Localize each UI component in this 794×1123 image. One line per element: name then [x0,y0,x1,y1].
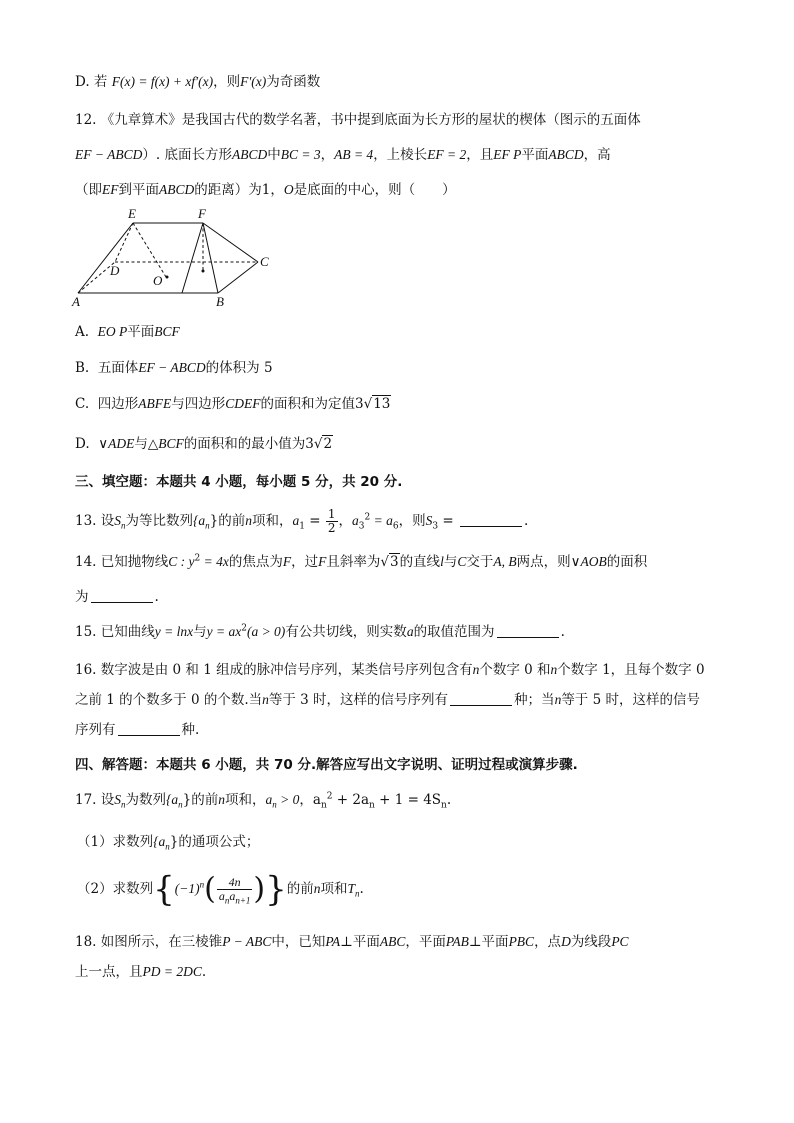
text: . [524,513,529,529]
text: 的距离）为1， [194,182,284,198]
math-expr: = [438,513,459,529]
text: 与 [134,436,148,452]
text: ，则 [398,513,426,529]
math-expr: 3 [389,554,399,570]
math-expr: 3 [305,436,314,452]
math-expr: O [283,182,294,197]
text: 的取值范围为 [413,624,495,640]
math-sup: 2 [241,623,247,634]
text: ⊥平面 [468,934,509,950]
math-sup: 2 [364,512,371,523]
math-expr: a [292,513,300,528]
text: 14. 已知抛物线 [75,554,169,570]
text: ⊥平面 [340,934,380,950]
text: ）. 底面长方形 [142,147,232,163]
text: 种；当 [514,692,555,708]
text: ， [299,792,313,808]
math-expr: △BCF [147,436,184,451]
math-expr: (−1) [174,881,200,896]
math-expr: S [425,513,433,528]
math-expr: 3 [354,396,364,412]
math-sub: n [369,800,375,811]
math-sup: 2 [194,553,201,564]
text: 项和， [225,792,266,808]
q16-line-3 [75,720,199,740]
text: 等于 3 时，这样的信号序列有 [268,692,449,708]
text: （2）求数列 [77,881,154,897]
math-expr: CDEF [225,396,261,411]
math-sub: n [320,800,327,811]
text: ，则 [213,74,241,90]
math-expr: AB = 4 [334,147,374,162]
text: 与 [443,554,458,570]
math-sub: n [355,888,360,899]
math-expr: n [218,792,226,807]
text: 的前 [191,792,219,808]
q14-line-1: 14. 已知抛物线C : $y^2 = 4x$的焦点为F，过F且斜率为√3的直线l与C交于A, B两点，则∨AOB的面积 [75,553,648,570]
math-expr: BC = 3 [280,147,321,162]
math-sub: 6 [392,521,399,532]
math-expr: F [318,554,327,569]
text: 上一点，且 [75,964,143,980]
text: ， [320,147,335,163]
text: ，平面 [405,934,446,950]
text: 有公共切线，则实数 [285,624,407,640]
math-expr: ABC [379,934,406,949]
q12-line-2 [75,145,611,165]
left-paren: ( [204,871,216,907]
math-expr: {a [166,792,179,807]
math-expr: PA [325,934,341,949]
section-heading-fill-blank: 三、填空题：本题共 4 小题，每小题 5 分，共 20 分. [75,474,403,490]
right-brace: } [265,869,287,910]
math-expr: EO P [97,324,128,339]
text: 四边形 [97,396,139,412]
option-label: D. 若 [75,74,108,90]
option-label: D. [75,436,90,452]
text: 与四边形 [171,396,226,412]
text: 交于 [466,554,494,570]
q15 [75,622,565,642]
math-expr: n [550,662,558,677]
edge-ae [78,223,133,293]
point-foot [202,270,205,273]
text: 且斜率为 [326,554,381,570]
text: 的通项公式； [178,834,260,850]
numerator: 1 [327,507,336,521]
text: ，上棱长 [373,147,428,163]
math-expr: EF − ABCD [75,147,143,162]
label-b: B [216,294,224,309]
label-e: E [128,206,136,221]
text: 的面积 [606,554,648,570]
q12-option-c: C. 四边形ABFE与四边形CDEF的面积和为定值3√13 [75,396,391,412]
label-o: O [153,273,163,288]
math-expr: n [262,692,269,707]
text: 13. 设 [75,513,115,529]
math-expr: = a [370,513,393,528]
fraction-term [217,875,253,906]
text: 的前 [218,513,246,529]
math-expr: PD = 2DC [142,964,202,979]
math-expr: ABFE [138,396,172,411]
math-expr: P − ABC [222,934,272,949]
text: 中 [267,147,281,163]
q14-line-2 [75,587,159,607]
text: 平面 [521,147,549,163]
option-label: B. [75,360,90,376]
text: 为线段 [570,934,612,950]
math-expr: n [313,881,321,896]
text: 为等比数列 [125,513,194,529]
math-expr: y = lnx [154,624,194,639]
q12-option-d: D. ∨ADE与△BCF的面积和的最小值为3√2 [75,436,333,452]
edge-f-foot [182,223,203,293]
math-sub: n [224,895,230,906]
math-sub: n [165,841,170,852]
math-expr: ABCD [159,182,195,197]
text: . [154,589,159,605]
denominator [217,889,253,906]
text: ，过 [291,554,319,570]
math-expr: 2 [323,436,333,452]
text: 到平面 [118,182,159,198]
text: . [560,624,565,640]
text: 为 [75,589,89,605]
math-expr: PBC [508,934,535,949]
math-expr: F [282,554,292,569]
math-expr: = [305,513,325,529]
math-expr: + 2a [332,792,370,808]
text: 的面积和的最小值为 [183,436,306,452]
text: 平面 [127,324,155,340]
math-expr: a [218,889,225,903]
q16-line-1 [75,660,705,680]
math-expr: ABCD [231,147,268,162]
math-expr: EF = 2 [427,147,467,162]
text: （1）求数列 [77,834,154,850]
math-sub: n [121,520,126,531]
text: 为奇函数 [266,74,321,90]
text: ，且 [466,147,494,163]
math-sub: n [178,799,183,810]
text: 序列有 [75,722,116,738]
text: 种. [181,722,200,738]
answer-blank[interactable] [91,588,153,603]
q11-option-d [75,72,320,92]
edge-eo-hidden [133,223,166,277]
answer-blank[interactable] [460,512,522,527]
math-expr: BCF [154,324,180,339]
math-expr: F′(x) [240,74,267,89]
text: 的前 [286,881,314,897]
math-sub: 3 [432,521,439,532]
q17-part-1 [77,832,259,852]
math-expr: (a > 0) [246,624,286,639]
text: 是底面的中心，则（ ） [293,182,456,198]
label-a: A [72,294,80,309]
math-sub: n+1 [235,895,251,906]
edge-fb [203,223,218,293]
math-expr: PAB [445,934,469,949]
math-expr: } [209,513,219,529]
math-expr: n [245,513,253,528]
option-label: A. [75,324,90,340]
answer-blank[interactable] [497,623,559,638]
q17 [75,790,451,810]
text: . [359,881,364,897]
math-sub: 3 [358,521,365,532]
text: 为数列 [125,792,167,808]
text: 16. 数字波是由 0 和 1 组成的脉冲信号序列，某类信号序列包含有 [75,662,473,678]
answer-blank[interactable] [118,721,180,736]
q18-line-1 [75,932,629,952]
math-expr: a [406,624,414,639]
q17-part-2 [77,866,364,912]
math-expr: S [114,792,122,807]
math-expr: A, B [493,554,517,569]
q12-line-3 [75,180,456,200]
text: 两点，则 [516,554,571,570]
math-expr: F(x) = f(x) + xf′(x) [111,74,214,89]
math-expr: C [457,554,467,569]
answer-blank[interactable] [450,691,512,706]
math-expr: + 1 = 4S [374,792,442,808]
math-sub: n [121,799,126,810]
fraction-one-half [326,508,338,535]
math-expr: C : y [168,554,195,569]
math-expr: EF − ABCD [138,360,206,375]
math-expr: } [182,792,192,808]
math-sup: 2 [326,791,333,802]
math-expr: a [312,792,321,808]
text: 与 [193,624,207,640]
q12-line-1 [75,110,641,130]
edge-fc [203,223,258,262]
math-expr: } [169,834,179,850]
text: . [446,792,452,808]
math-sub: n [205,520,210,531]
math-expr: a [352,513,359,528]
text: 个数字 0 和 [479,662,551,678]
math-expr: PC [611,934,629,949]
pentahedron-figure [70,205,290,310]
option-label: C. [75,396,90,412]
math-expr: n [554,692,562,707]
q13 [75,508,528,535]
numerator: 4n [217,876,253,890]
text: 之前 1 的个数多于 0 的个数.当 [75,692,263,708]
q16-line-2 [75,690,700,710]
math-expr: ∨AOB [570,554,607,569]
math-expr: l [440,554,444,569]
text: 的体积为 5 [205,360,273,376]
point-o [166,276,169,279]
question-text: 12. 《九章算术》是我国古代的数学名著，书中提到底面为长方形的屋状的楔体（图示的五面体 [75,112,641,128]
math-expr: y = ax [206,624,242,639]
text: 17. 设 [75,792,115,808]
text: 等于 5 时，这样的信号 [561,692,700,708]
math-expr: EF P [493,147,522,162]
math-expr: ABCD [548,147,584,162]
math-expr: T [347,881,356,896]
math-sub: 1 [299,521,305,532]
math-expr: > 0 [276,792,300,807]
math-expr: = 4x [200,554,229,569]
left-brace: { [153,869,175,910]
text: 中，已知 [271,934,326,950]
right-paren: ) [253,871,266,907]
text: 的面积和为定值 [260,396,355,412]
text: ， [338,513,353,529]
math-expr: ∨ADE [98,436,135,451]
math-sub: n [441,800,447,811]
math-expr: a [229,889,236,903]
text: 的直线 [399,554,441,570]
q18-line-2 [75,962,206,982]
text: （即 [75,182,102,198]
math-expr: {a [193,513,206,528]
math-expr: a [265,792,273,807]
math-expr: {a [153,834,166,849]
text: . [201,964,207,980]
math-sub: n [272,799,277,810]
text: 项和， [252,513,293,529]
edge-bc [218,262,258,293]
text: 的焦点为 [228,554,283,570]
label-c: C [260,254,269,269]
text: ，点 [534,934,562,950]
denominator: 2 [327,521,336,535]
section-heading-solutions: 四、解答题：本题共 6 小题，共 70 分.解答应写出文字说明、证明过程或演算步骤. [75,757,578,773]
math-expr: 13 [373,396,391,412]
q12-option-a [75,322,180,342]
text: 五面体 [97,360,139,376]
text: ，高 [583,147,611,163]
math-expr: D [561,934,571,949]
text: 项和 [320,881,348,897]
q12-option-b [75,358,273,378]
math-expr: S [114,513,122,528]
math-expr: n [472,662,480,677]
text: 个数字 1，且每个数字 0 [557,662,705,678]
label-f: F [198,206,206,221]
math-sup: n [199,879,205,890]
text: 15. 已知曲线 [75,624,155,640]
text: 18. 如图所示，在三棱锥 [75,934,223,950]
math-expr: EF [102,182,119,197]
label-d: D [110,263,120,278]
